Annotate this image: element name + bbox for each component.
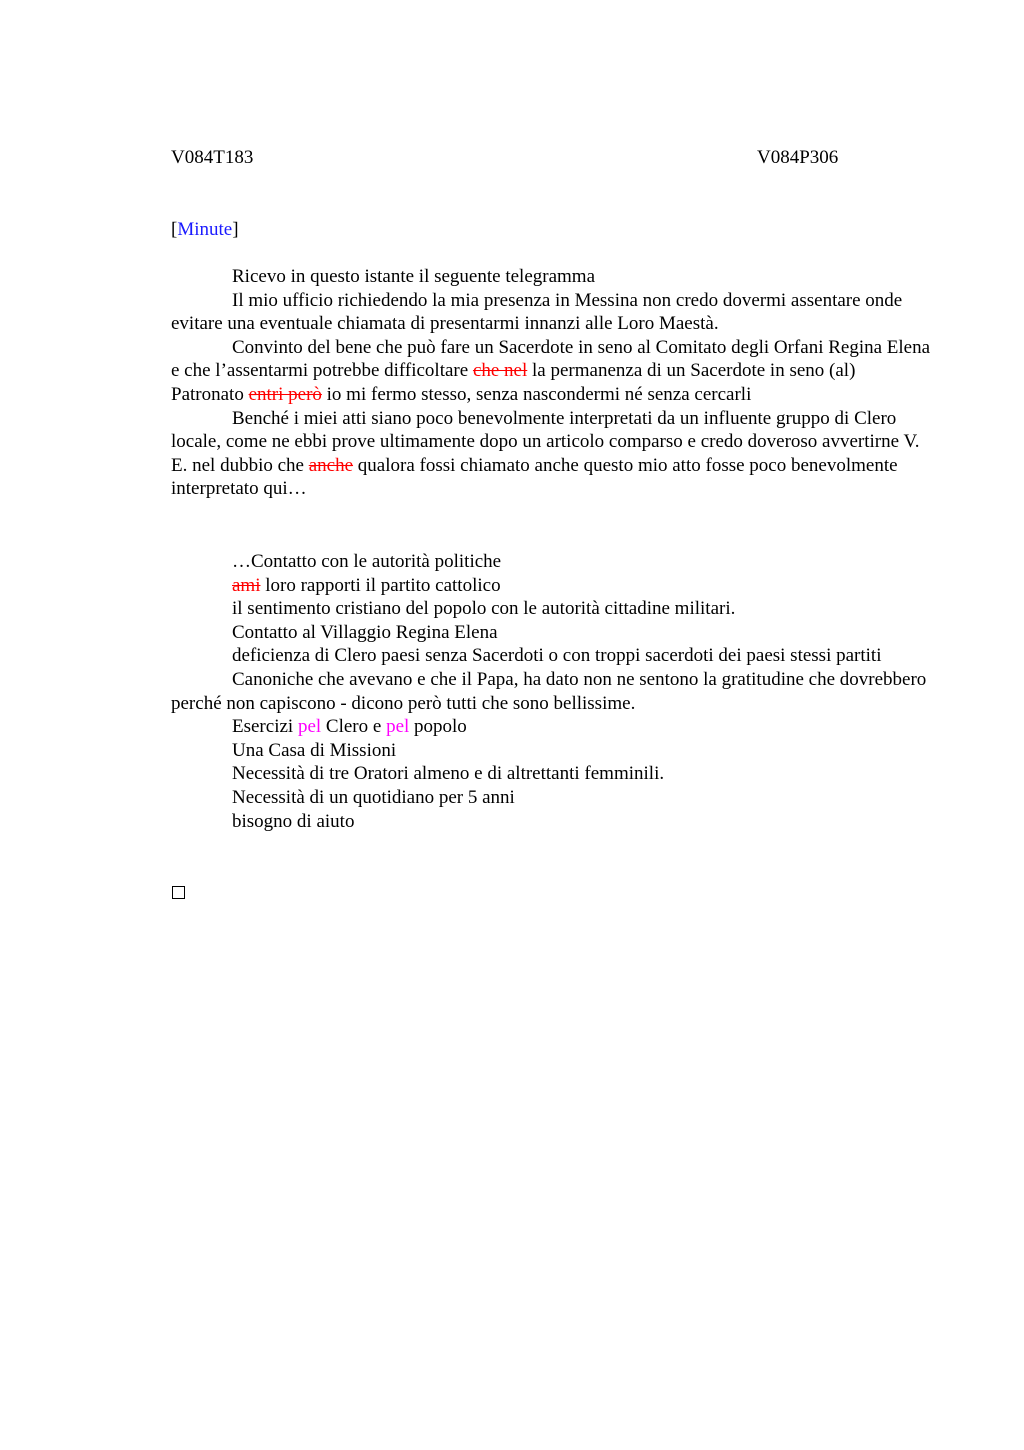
deleted-text: che nel xyxy=(472,360,528,382)
deleted-text: ami xyxy=(232,574,261,596)
highlighted-word: pel xyxy=(386,716,410,738)
paragraph-4-part-a: Benché i miei atti siano poco benevolmente interpretati da un influente gruppo di Clero locale, come ne ebbi prove ultimamente dopo un articolo comparso e credo doveroso avvertirne V. E. nel dubbio che xyxy=(171,407,920,476)
note-line: il sentimento cristiano del popolo con le autorità cittadine militari. xyxy=(232,598,736,620)
label-minute-word: Minute xyxy=(177,219,233,240)
note-line: bisogno di aiuto xyxy=(232,810,355,832)
note-line: …Contatto con le autorità politiche xyxy=(232,551,502,572)
paragraph-4 xyxy=(171,407,931,501)
label-bracket-open: [ xyxy=(171,219,178,240)
note-line xyxy=(171,574,931,598)
paragraph-2: Il mio ufficio richiedendo la mia presenza in Messina non credo dovermi assentare onde evitare una eventuale chiamata di presentarmi innanzi alle Loro Maestà. xyxy=(171,289,903,335)
document-code-left: V084T183 xyxy=(171,147,254,168)
note-line-text: Esercizi xyxy=(232,716,298,738)
minute-label xyxy=(171,218,239,242)
note-line-text: popolo xyxy=(409,716,467,738)
label-bracket-close: ] xyxy=(232,219,239,240)
paragraph-4-part-b: qualora fossi chiamato anche questo mio atto fosse poco benevolmente interpretato qui… xyxy=(171,454,898,500)
letter-section-2 xyxy=(171,550,931,833)
note-line-text: loro rapporti il partito cattolico xyxy=(260,574,501,596)
paragraph-3-part-c: io mi fermo stesso, senza nascondermi né senza cercarli xyxy=(321,383,752,405)
note-line xyxy=(171,715,931,739)
note-line: Contatto al Villaggio Regina Elena xyxy=(232,621,498,643)
note-line: deficienza di Clero paesi senza Sacerdoti o con troppi sacerdoti dei paesi stessi partiti xyxy=(232,645,882,667)
deleted-text: anche xyxy=(308,454,354,476)
highlighted-word: pel xyxy=(297,716,322,738)
paragraph-3-part-b: la permanenza di un Sacerdote in seno (al) Patronato xyxy=(171,360,856,405)
note-line: Necessità di tre Oratori almeno e di altrettanti femminili. xyxy=(232,763,665,785)
paragraph-1: Ricevo in questo istante il seguente telegramma xyxy=(232,266,596,287)
note-paragraph: Canoniche che avevano e che il Papa, ha dato non ne sentono la gratitudine che dovrebbero perché non capiscono - dicono però tutti che sono bellissime. xyxy=(171,668,927,714)
paragraph-3 xyxy=(171,336,931,407)
checkbox-square-icon xyxy=(172,886,185,899)
document-code-right: V084P306 xyxy=(757,147,839,168)
note-line: Una Casa di Missioni xyxy=(232,739,397,761)
deleted-text: entri però xyxy=(248,383,322,405)
note-line: Necessità di un quotidiano per 5 anni xyxy=(232,786,515,808)
letter-section-1 xyxy=(171,265,931,501)
note-line-text: Clero e xyxy=(321,716,387,738)
paragraph-3-part-a: Convinto del bene che può fare un Sacerdote in seno al Comitato degli Orfani Regina Elena e che l’assentarmi potrebbe difficoltare xyxy=(171,336,931,382)
